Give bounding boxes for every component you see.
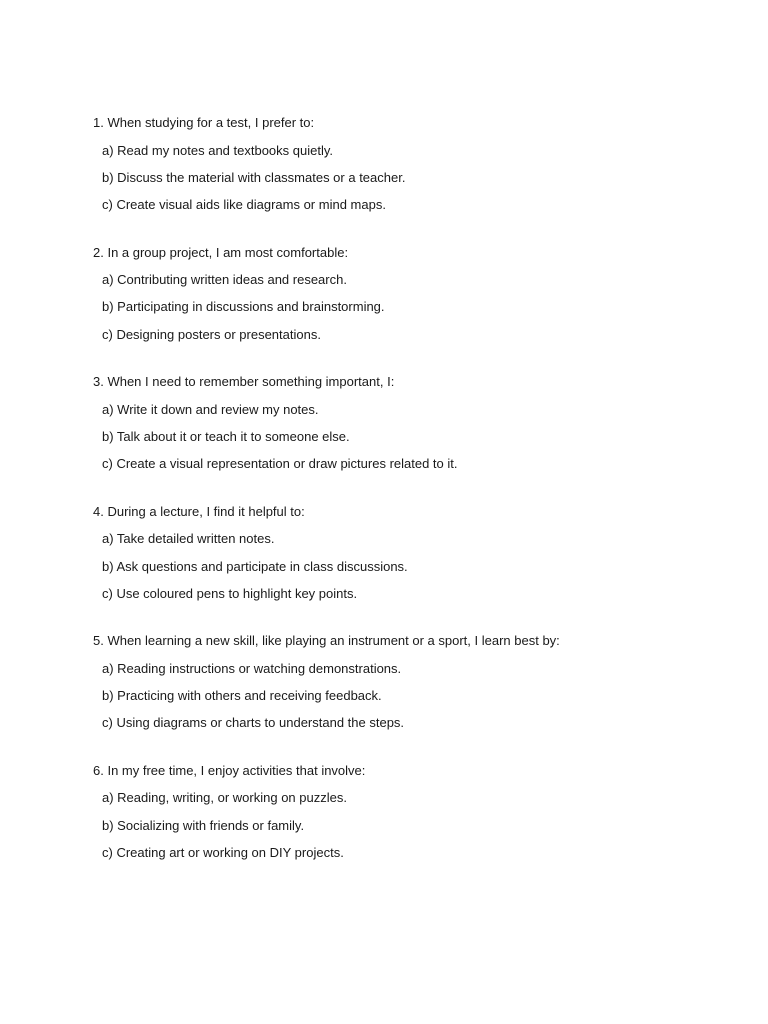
question-4 (93, 502, 733, 604)
option-b: b) Ask questions and participate in class discussions. (102, 558, 408, 574)
option-a: a) Reading, writing, or working on puzzles. (102, 790, 347, 806)
option-a: a) Read my notes and textbooks quietly. (102, 142, 333, 158)
option-c: c) Using diagrams or charts to understand the steps. (102, 715, 405, 731)
option-c: c) Designing posters or presentations. (102, 326, 321, 342)
option-a: a) Contributing written ideas and research. (102, 272, 347, 288)
question-text: 6. In my free time, I enjoy activities that involve: (93, 762, 366, 778)
question-6 (93, 761, 733, 863)
option-b: b) Socializing with friends or family. (102, 817, 305, 833)
option-b: b) Talk about it or teach it to someone else. (102, 428, 350, 444)
option-c: c) Creating art or working on DIY projects. (102, 845, 344, 861)
question-text: 1. When studying for a test, I prefer to: (93, 115, 315, 130)
option-a: a) Take detailed written notes. (102, 531, 275, 547)
question-text: 4. During a lecture, I find it helpful to: (93, 503, 305, 519)
option-c: c) Create visual aids like diagrams or mind maps. (102, 197, 386, 213)
question-text: 3. When I need to remember something important, I: (93, 374, 395, 390)
question-list (93, 113, 733, 891)
question-1 (93, 113, 733, 215)
question-5 (93, 631, 733, 733)
option-a: a) Reading instructions or watching demonstrations. (102, 660, 402, 676)
option-b: b) Practicing with others and receiving feedback. (102, 688, 382, 704)
question-2 (93, 243, 733, 345)
option-c: c) Create a visual representation or draw pictures related to it. (102, 456, 458, 472)
option-b: b) Participating in discussions and brainstorming. (102, 299, 385, 315)
question-text: 2. In a group project, I am most comfortable: (93, 244, 349, 260)
option-a: a) Write it down and review my notes. (102, 401, 319, 417)
question-3 (93, 372, 733, 474)
option-b: b) Discuss the material with classmates or a teacher. (102, 169, 406, 185)
option-c: c) Use coloured pens to highlight key points. (102, 585, 358, 601)
question-text: 5. When learning a new skill, like playing an instrument or a sport, I learn best by: (93, 633, 560, 649)
